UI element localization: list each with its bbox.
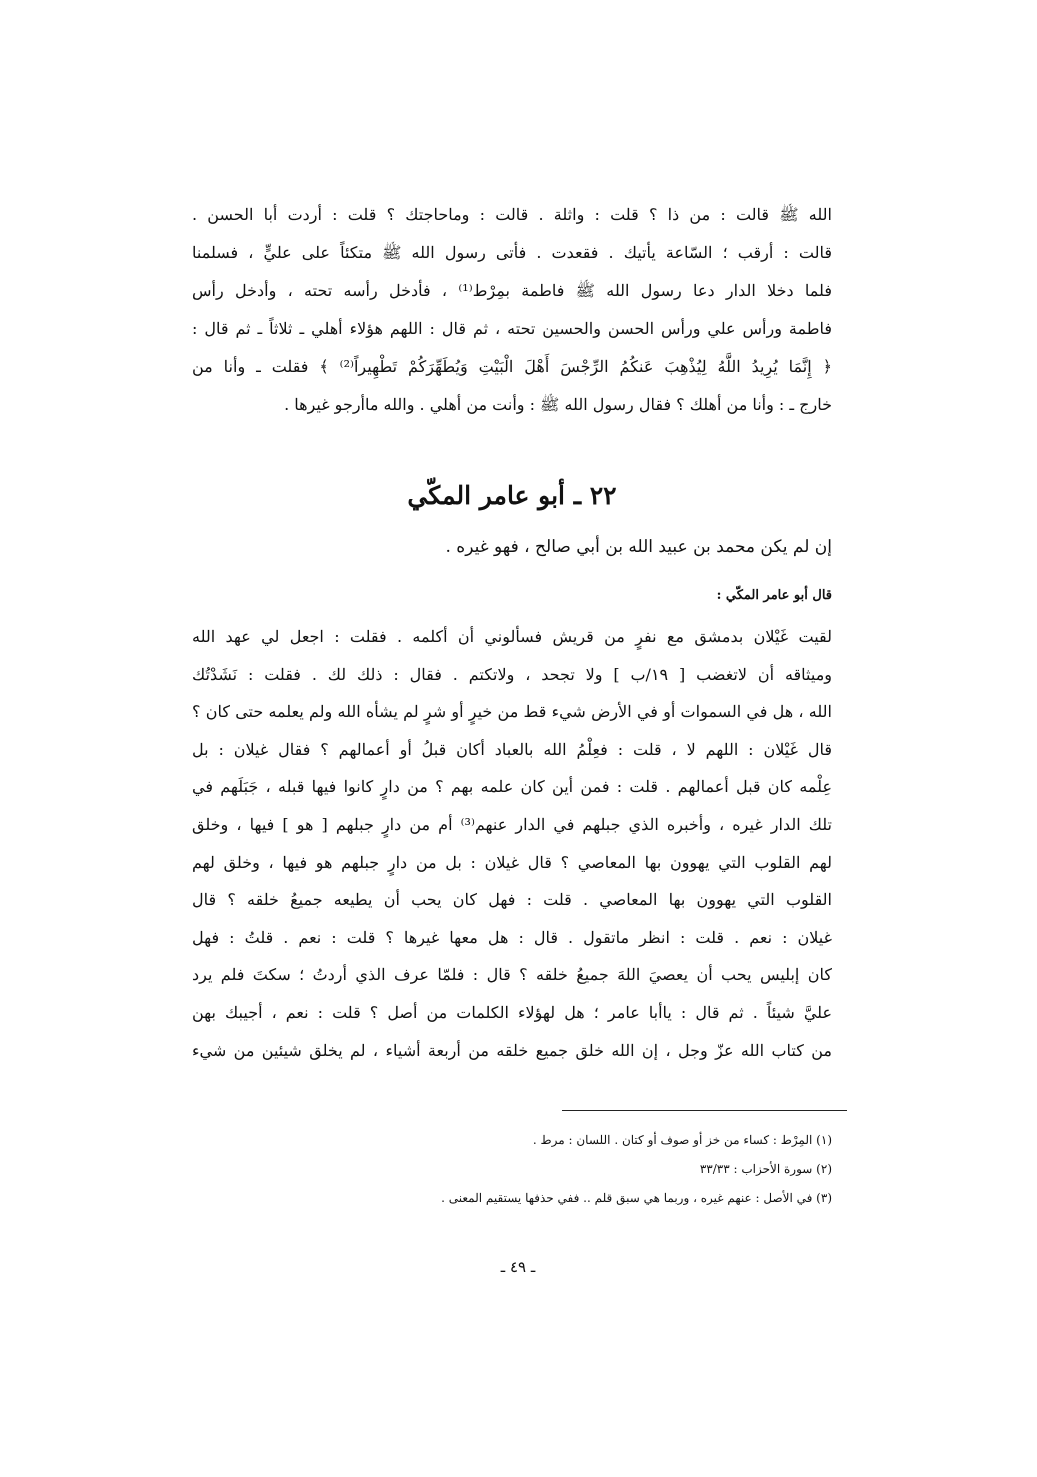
text-line: عِلْمه كان قبل أعمالهم . قلت : فمن أين كان علمه بهم ؟ من دارٍ كانوا فيها قبله ، جَبَلَهم في [192,777,832,797]
footnote: (٣) في الأصل : عنهم غيره ، وربما هي سبق قلم .. ففي حذفها يستقيم المعنى . [441,1191,832,1205]
footnote: (٢) سورة الأحزاب : ٣٣/٣٣ [699,1162,832,1176]
section-body [192,618,832,1069]
text-line: ﴿ إِنَّمَا يُرِيدُ اللَّهُ لِيُذْهِبَ عَنكُمُ الرِّجْسَ أَهْلَ الْبَيْتِ وَيُطَهِّرَكُمْ تَطْهِيراً⁽²⁾ ﴾ فقلت ـ وأنا من [192,357,832,376]
top-paragraph [192,196,832,424]
text-line: الله ، هل في السموات أو في الأرض شيء قط من خيرٍ أو شرٍ لم يشأه الله ولم يعلمه حتى كان ؟ [192,702,832,722]
text-line: عليَّ شيئاً . ثم قال : ياأبا عامر ؛ هل لهؤلاء الكلمات من أصل ؟ قلت : نعم ، أجيبك بهن [192,1002,832,1022]
text-line: من كتاب الله عزّ وجل ، إن الله خلق جميع خلقه من أربعة أشياء ، لم يخلق شيئين من شيء [192,1040,832,1060]
text-line: قالت : أرقب ؛ السّاعة يأتيك . فقعدت . فأتى رسول الله ﷺ متكئاً على عليٍّ ، فسلمنا [192,243,832,262]
text-line: كان إبليس يحب أن يعصيَ اللهَ جميعُ خلقه ؟ قال : فلمّا عرف الذي أردتُ ؛ سكتَ فلم يرد [192,965,832,985]
section-intro: إن لم يكن محمد بن عبيد الله بن أبي صالح ، فهو غيره . [445,537,832,557]
text-line: الله ﷺ قالت : من ذا ؟ قلت : واثلة . قالت : وماحاجتك ؟ قلت : أردت أبا الحسن . [192,205,832,224]
text-line: القلوب التي يهوون بها المعاصي . قلت : فهل كان يحب أن يطيعه جميعُ خلقه ؟ قال [192,890,832,910]
text-line: فاطمة ورأس علي ورأس الحسن والحسين تحته ، ثم قال : اللهم هؤلاء أهلي ـ ثلاثاً ـ ثم قال : [192,319,832,338]
text-line: غيلان : نعم . قلت : انظر ماتقول . قال : هل معها غيرها ؟ قلت : نعم . قلتُ : فهل [192,927,832,947]
footnote-separator [562,1110,847,1111]
page-number: ـ ٤٩ ـ [500,1258,536,1276]
footnote: (١) المِرْط : كساء من خز أو صوف أو كتان . اللسان : مرط . [532,1133,832,1147]
text-line: لهم القلوب التي يهوون بها المعاصي ؟ قال غيلان : بل من دارٍ جبلهم هو فيها ، وخلق لهم [192,852,832,872]
footnotes [300,1126,832,1213]
text-line: خارج ـ : وأنا من أهلك ؟ فقال رسول الله ﷺ : وأنت من أهلي . والله ماأرجو غيرها . [284,395,832,414]
text-line: تلك الدار غيره ، وأخبره الذي جبلهم في الدار عنهم⁽³⁾ أم من دارٍ جبلهم [ هو ] فيها ، وخلق [192,814,832,834]
section-heading: ٢٢ ـ أبو عامر المكّي [407,481,617,510]
text-line: فلما دخلا الدار دعا رسول الله ﷺ فاطمة بمِرْط⁽¹⁾ ، فأدخل رأسه تحته ، وأدخل رأس [192,281,832,300]
text-line: قال غَيْلان : اللهم لا ، قلت : فعِلْمُ الله بالعباد أكان قبلُ أو أعمالهم ؟ فقال غيلان : بل [192,739,832,759]
speaker-label: قال أبو عامر المكّي : [716,588,832,603]
text-line: لقيت غَيْلان بدمشق مع نفرٍ من قريش فسألوني أن أكلمه . فقلت : اجعل لي عهد الله [192,627,832,646]
text-line: وميثاقه أن لاتغضب [ ١٩/ب ] ولا تجحد ، ولاتكتم . فقال : ذلك لك . فقلت : نَشَدْتُك [192,664,832,684]
